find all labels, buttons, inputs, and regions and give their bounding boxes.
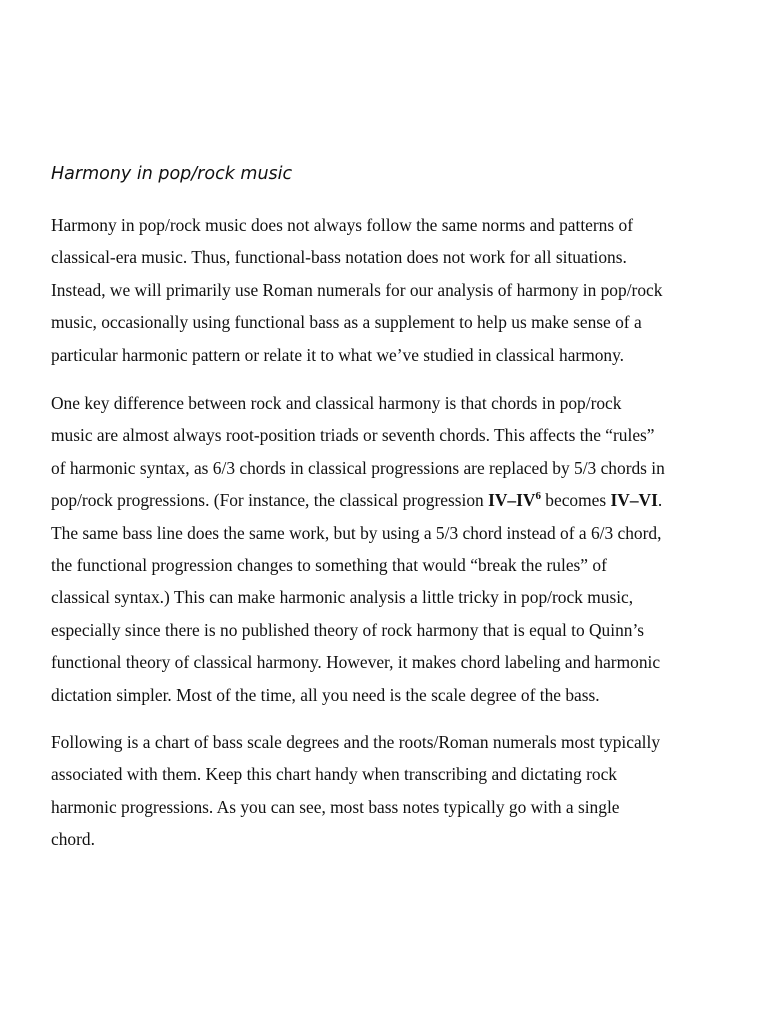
text-line: One key difference between rock and classical harmony is that chords in pop/rock — [51, 393, 622, 413]
text-line: classical syntax.) This can make harmonic analysis a little tricky in pop/rock music, — [51, 587, 634, 608]
text-line: Instead, we will primarily use Roman numerals for our analysis of harmony in pop/rock — [51, 279, 663, 300]
inversion-figure: 6 — [535, 490, 541, 503]
text-line: the functional progression changes to something that would “break the rules” of — [51, 555, 607, 576]
roman-numeral-progression-classical — [488, 490, 541, 510]
text-line: harmonic progressions. As you can see, most bass notes typically go with a single — [51, 796, 620, 817]
roman-numeral-text: IV–IV — [488, 490, 536, 511]
text-line: music, occasionally using functional bass as a supplement to help us make sense of a — [51, 312, 642, 333]
text-segment: becomes — [540, 490, 611, 511]
text-line: classical-era music. Thus, functional-bass notation does not work for all situations. — [51, 247, 627, 268]
text-segment: . — [657, 490, 663, 511]
paragraph-chart-intro — [51, 726, 721, 856]
paragraph-intro — [51, 209, 721, 371]
text-line: music are almost always root-position triads or seventh chords. This affects the “rules” — [51, 425, 655, 446]
text-line: Harmony in pop/rock music does not always follow the same norms and patterns of — [51, 215, 633, 235]
paragraph-differences — [51, 387, 721, 711]
section-heading: Harmony in pop/rock music — [51, 164, 293, 184]
text-line: of harmonic syntax, as 6/3 chords in classical progressions are replaced by 5/3 chords in — [51, 457, 665, 478]
text-line — [51, 484, 721, 516]
roman-numeral-progression-rock: IV–VI — [610, 490, 658, 511]
text-line: Following is a chart of bass scale degrees and the roots/Roman numerals most typically — [51, 732, 661, 752]
text-segment: pop/rock progressions. (For instance, the classical progression — [51, 490, 489, 511]
text-line: The same bass line does the same work, but by using a 5/3 chord instead of a 6/3 chord, — [51, 522, 662, 543]
text-line: associated with them. Keep this chart handy when transcribing and dictating rock — [51, 764, 617, 785]
text-line: particular harmonic pattern or relate it to what we’ve studied in classical harmony. — [51, 344, 625, 365]
text-line: chord. — [51, 829, 95, 850]
text-line: especially since there is no published theory of rock harmony that is equal to Quinn’s — [51, 619, 645, 640]
text-line: functional theory of classical harmony. However, it makes chord labeling and harmonic — [51, 652, 661, 673]
text-line: dictation simpler. Most of the time, all you need is the scale degree of the bass. — [51, 684, 600, 705]
